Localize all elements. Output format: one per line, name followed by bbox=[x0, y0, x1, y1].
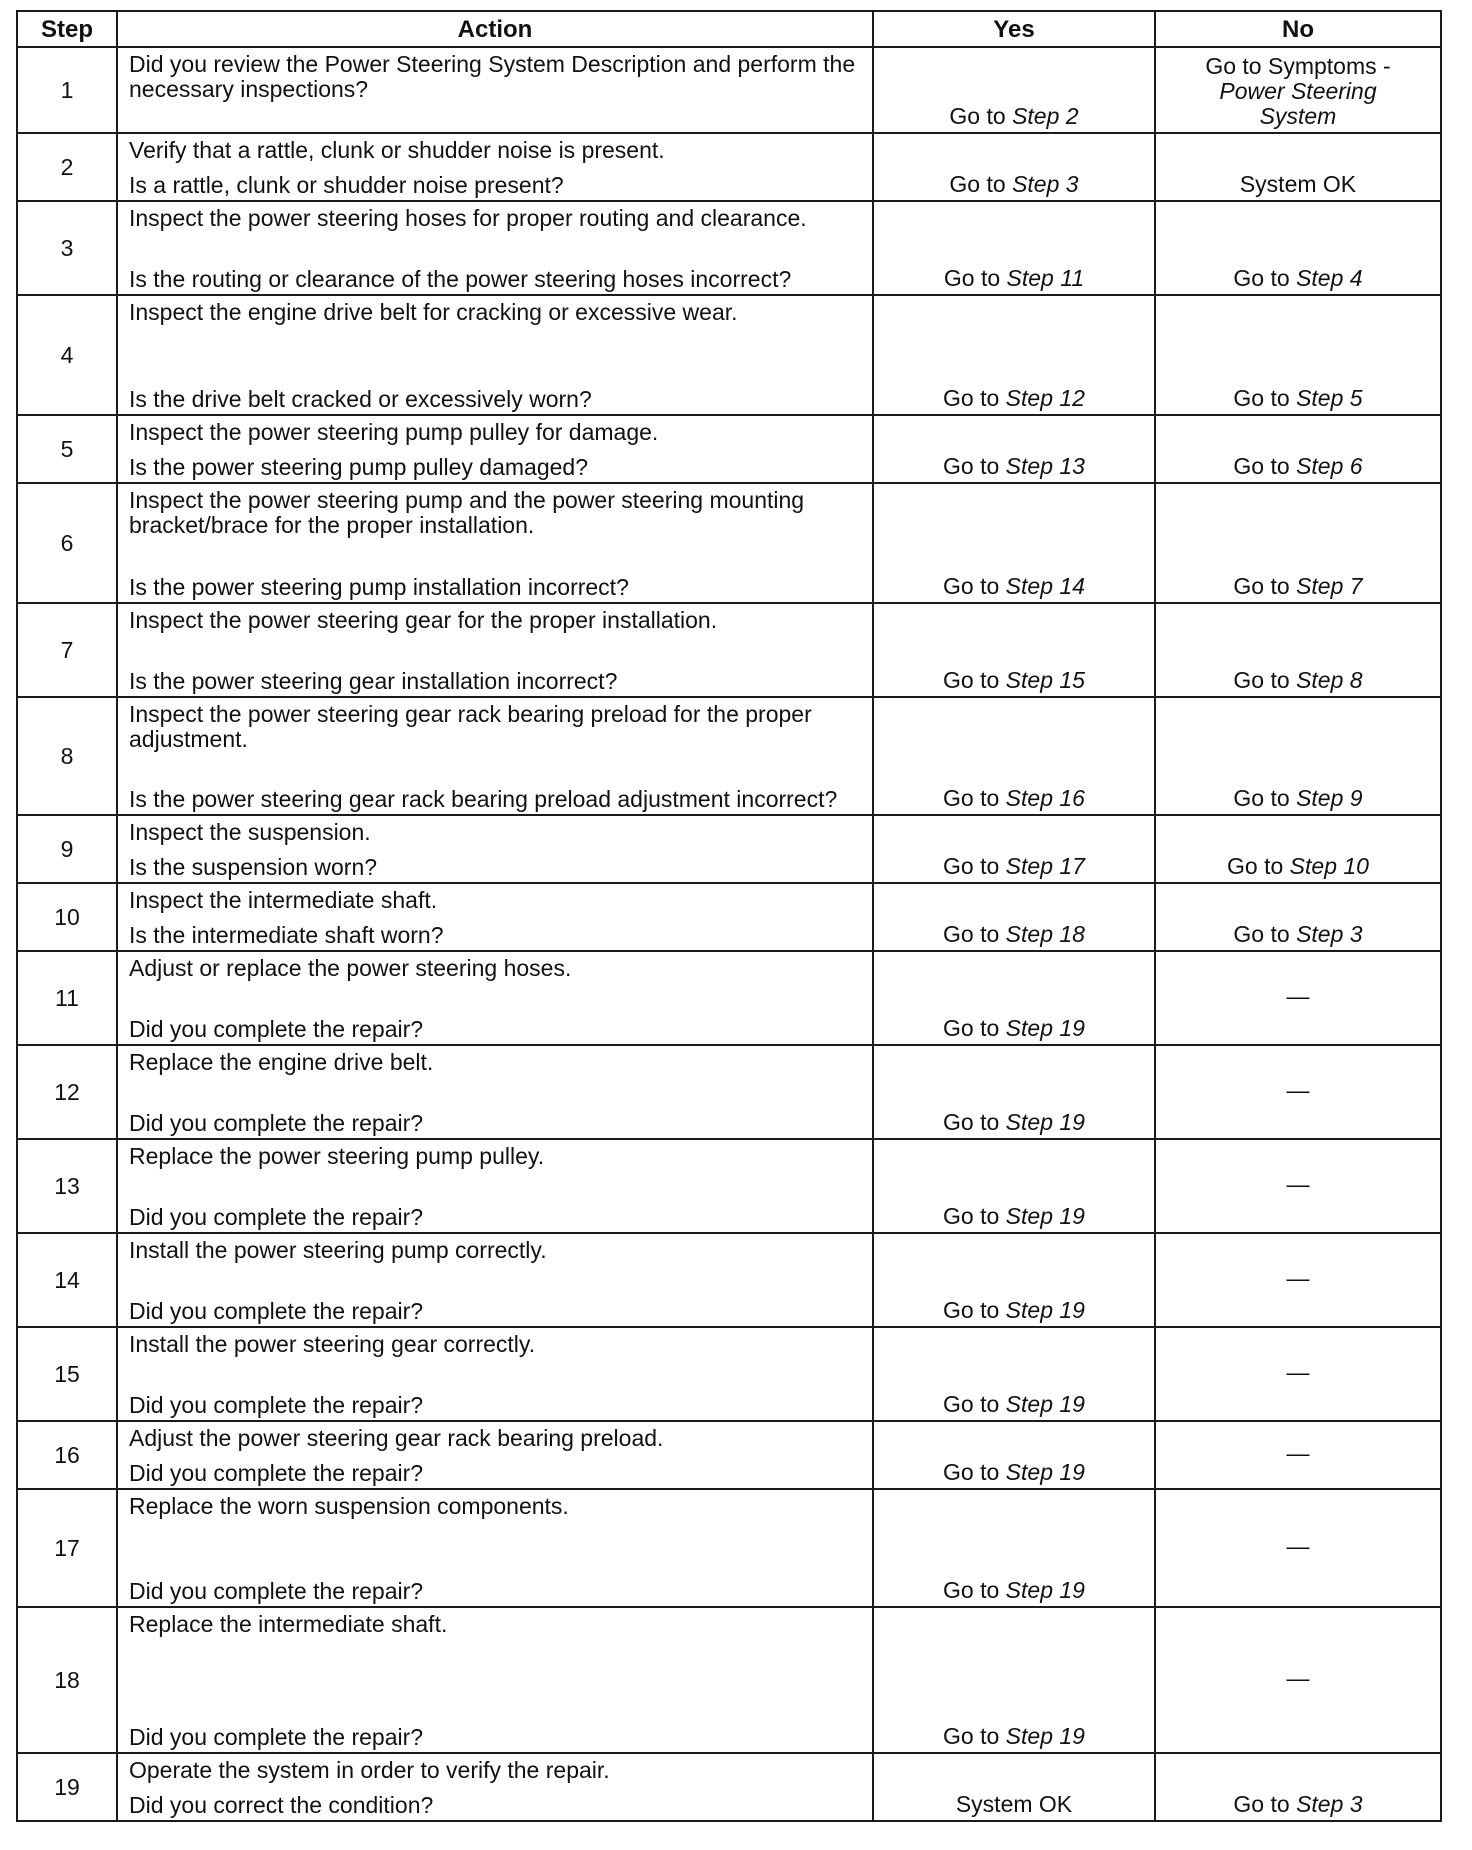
step-number: 2 bbox=[17, 133, 117, 201]
step-number: 9 bbox=[17, 815, 117, 883]
step-number: 5 bbox=[17, 415, 117, 483]
step-number: 3 bbox=[17, 201, 117, 295]
action-content bbox=[129, 956, 866, 1042]
action-question: Is the power steering gear rack bearing preload adjustment incorrect? bbox=[129, 786, 838, 812]
yes-prefix: Go to bbox=[943, 667, 1006, 693]
action-instruction: Operate the system in order to verify the repair. bbox=[129, 1757, 610, 1783]
no-result bbox=[1155, 483, 1441, 603]
action-question: Is the power steering gear installation incorrect? bbox=[129, 668, 618, 694]
yes-result bbox=[873, 697, 1155, 815]
action-question: Is a rattle, clunk or shudder noise present? bbox=[129, 172, 564, 198]
action-cell bbox=[117, 1233, 873, 1327]
action-content bbox=[129, 1144, 866, 1230]
yes-step-link[interactable]: Step 19 bbox=[1005, 1391, 1085, 1417]
action-question: Did you complete the repair? bbox=[129, 1204, 424, 1230]
action-instruction: Inspect the engine drive belt for cracking or excessive wear. bbox=[129, 299, 738, 325]
step-number: 17 bbox=[17, 1489, 117, 1607]
action-question: Is the drive belt cracked or excessively worn? bbox=[129, 386, 592, 412]
table-row bbox=[17, 415, 1441, 483]
no-result bbox=[1155, 1489, 1441, 1607]
table-row bbox=[17, 1421, 1441, 1489]
table-row bbox=[17, 201, 1441, 295]
yes-prefix: Go to bbox=[943, 921, 1006, 947]
action-content bbox=[129, 820, 866, 880]
action-cell bbox=[117, 483, 873, 603]
no-result bbox=[1155, 951, 1441, 1045]
yes-result bbox=[873, 1753, 1155, 1821]
no-result bbox=[1155, 47, 1441, 133]
no-step-link[interactable]: Step 4 bbox=[1296, 265, 1363, 291]
no-result bbox=[1155, 415, 1441, 483]
no-step-link[interactable]: Step 3 bbox=[1296, 1791, 1363, 1817]
action-question: Is the power steering pump pulley damaged? bbox=[129, 454, 589, 480]
yes-result bbox=[873, 1607, 1155, 1753]
step-number: 1 bbox=[17, 47, 117, 133]
yes-result bbox=[873, 295, 1155, 415]
yes-prefix: Go to bbox=[943, 853, 1006, 879]
action-content bbox=[129, 702, 866, 812]
no-result bbox=[1155, 295, 1441, 415]
action-instruction: Inspect the power steering hoses for proper routing and clearance. bbox=[129, 205, 807, 231]
yes-prefix: Go to bbox=[943, 785, 1006, 811]
no-step-link[interactable]: Step 8 bbox=[1296, 667, 1363, 693]
no-result bbox=[1155, 1233, 1441, 1327]
no-step-link[interactable]: Step 3 bbox=[1296, 921, 1363, 947]
table-row bbox=[17, 483, 1441, 603]
action-instruction: Verify that a rattle, clunk or shudder noise is present. bbox=[129, 137, 665, 163]
yes-result bbox=[873, 483, 1155, 603]
diagnostic-table bbox=[16, 10, 1442, 1822]
action-instruction: Adjust the power steering gear rack bearing preload. bbox=[129, 1425, 664, 1451]
action-instruction: Inspect the intermediate shaft. bbox=[129, 887, 438, 913]
no-dash: — bbox=[1286, 983, 1310, 1009]
table-row bbox=[17, 951, 1441, 1045]
table-row bbox=[17, 1327, 1441, 1421]
no-prefix: System OK bbox=[1239, 171, 1357, 197]
action-instruction: Inspect the power steering pump pulley for damage. bbox=[129, 419, 659, 445]
no-prefix: Go to bbox=[1233, 785, 1297, 811]
table-row bbox=[17, 815, 1441, 883]
action-content bbox=[129, 888, 866, 948]
yes-prefix: Go to bbox=[943, 1297, 1006, 1323]
table-body bbox=[17, 47, 1441, 1821]
action-cell bbox=[117, 1489, 873, 1607]
action-cell bbox=[117, 201, 873, 295]
no-result bbox=[1155, 1753, 1441, 1821]
no-result bbox=[1155, 883, 1441, 951]
yes-step-link[interactable]: Step 19 bbox=[1005, 1109, 1085, 1135]
action-cell bbox=[117, 1421, 873, 1489]
no-result bbox=[1155, 815, 1441, 883]
no-reference-line[interactable]: System bbox=[1259, 103, 1337, 129]
action-cell bbox=[117, 415, 873, 483]
action-question: Is the power steering pump installation incorrect? bbox=[129, 574, 629, 600]
table-row bbox=[17, 1139, 1441, 1233]
yes-step-link[interactable]: Step 19 bbox=[1005, 1723, 1085, 1749]
yes-result bbox=[873, 1045, 1155, 1139]
table-row bbox=[17, 1045, 1441, 1139]
yes-step-link[interactable]: Step 19 bbox=[1005, 1459, 1085, 1485]
action-instruction: Install the power steering gear correctly. bbox=[129, 1331, 536, 1357]
action-instruction: Did you review the Power Steering System Description and perform the necessary inspections? bbox=[129, 51, 856, 102]
no-prefix: Go to bbox=[1227, 853, 1290, 879]
action-content bbox=[129, 420, 866, 480]
yes-step-link[interactable]: Step 19 bbox=[1005, 1015, 1085, 1041]
no-step-link[interactable]: Step 5 bbox=[1296, 385, 1363, 411]
table-row bbox=[17, 1233, 1441, 1327]
no-step-link[interactable]: Step 6 bbox=[1296, 453, 1363, 479]
action-instruction: Replace the worn suspension components. bbox=[129, 1493, 569, 1519]
yes-step-link[interactable]: Step 19 bbox=[1005, 1577, 1085, 1603]
no-dash: — bbox=[1286, 1533, 1310, 1559]
step-number: 10 bbox=[17, 883, 117, 951]
yes-prefix: Go to bbox=[943, 573, 1006, 599]
yes-result bbox=[873, 951, 1155, 1045]
action-cell bbox=[117, 1327, 873, 1421]
step-number: 16 bbox=[17, 1421, 117, 1489]
yes-step-link[interactable]: Step 11 bbox=[1006, 265, 1085, 291]
table-row bbox=[17, 603, 1441, 697]
header-yes: Yes bbox=[873, 11, 1155, 47]
action-instruction: Install the power steering pump correctly. bbox=[129, 1237, 547, 1263]
action-cell bbox=[117, 815, 873, 883]
step-number: 12 bbox=[17, 1045, 117, 1139]
action-question: Is the intermediate shaft worn? bbox=[129, 922, 444, 948]
action-cell bbox=[117, 133, 873, 201]
yes-result bbox=[873, 1233, 1155, 1327]
action-instruction: Inspect the suspension. bbox=[129, 819, 371, 845]
table-row bbox=[17, 1489, 1441, 1607]
yes-step-link[interactable]: Step 13 bbox=[1005, 453, 1085, 479]
action-question: Is the suspension worn? bbox=[129, 854, 378, 880]
action-content bbox=[129, 1426, 866, 1486]
yes-step-link[interactable]: Step 12 bbox=[1005, 385, 1085, 411]
action-question: Did you complete the repair? bbox=[129, 1016, 424, 1042]
table-row bbox=[17, 295, 1441, 415]
step-number: 7 bbox=[17, 603, 117, 697]
yes-step-link[interactable]: Step 2 bbox=[1012, 103, 1079, 129]
step-number: 4 bbox=[17, 295, 117, 415]
no-prefix: Go to bbox=[1233, 385, 1297, 411]
no-reference-line: Go to Symptoms - bbox=[1205, 53, 1391, 79]
no-result bbox=[1155, 603, 1441, 697]
action-content bbox=[129, 488, 866, 600]
yes-prefix: Go to bbox=[943, 1391, 1006, 1417]
yes-result bbox=[873, 415, 1155, 483]
header-action: Action bbox=[117, 11, 873, 47]
yes-prefix: Go to bbox=[949, 171, 1013, 197]
no-result bbox=[1155, 1045, 1441, 1139]
action-cell bbox=[117, 47, 873, 133]
action-cell bbox=[117, 1607, 873, 1753]
action-content bbox=[129, 206, 866, 292]
action-content bbox=[129, 608, 866, 694]
action-cell bbox=[117, 697, 873, 815]
action-content bbox=[129, 1050, 866, 1136]
yes-result bbox=[873, 133, 1155, 201]
step-number: 14 bbox=[17, 1233, 117, 1327]
no-dash: — bbox=[1286, 1171, 1310, 1197]
yes-result bbox=[873, 883, 1155, 951]
yes-step-link[interactable]: Step 16 bbox=[1005, 785, 1085, 811]
yes-prefix: Go to bbox=[943, 1015, 1006, 1041]
action-content bbox=[129, 1758, 866, 1818]
action-content bbox=[129, 138, 866, 198]
table-row bbox=[17, 697, 1441, 815]
action-content bbox=[129, 52, 866, 130]
yes-result bbox=[873, 201, 1155, 295]
action-content bbox=[129, 1332, 866, 1418]
action-cell bbox=[117, 951, 873, 1045]
action-question: Did you complete the repair? bbox=[129, 1392, 424, 1418]
action-question: Did you complete the repair? bbox=[129, 1724, 424, 1750]
yes-result bbox=[873, 1489, 1155, 1607]
action-instruction: Replace the power steering pump pulley. bbox=[129, 1143, 545, 1169]
no-dash: — bbox=[1286, 1665, 1310, 1691]
yes-result bbox=[873, 1139, 1155, 1233]
no-dash: — bbox=[1286, 1440, 1310, 1466]
no-step-link[interactable]: Step 9 bbox=[1296, 785, 1363, 811]
table-header-row bbox=[17, 11, 1441, 47]
yes-result bbox=[873, 1421, 1155, 1489]
no-result bbox=[1155, 1421, 1441, 1489]
table-row bbox=[17, 133, 1441, 201]
action-content bbox=[129, 1238, 866, 1324]
yes-result bbox=[873, 815, 1155, 883]
action-instruction: Replace the engine drive belt. bbox=[129, 1049, 434, 1075]
header-no: No bbox=[1155, 11, 1441, 47]
yes-step-link[interactable]: Step 15 bbox=[1005, 667, 1085, 693]
action-cell bbox=[117, 1139, 873, 1233]
step-number: 8 bbox=[17, 697, 117, 815]
yes-prefix: Go to bbox=[943, 1203, 1006, 1229]
no-step-link[interactable]: Step 10 bbox=[1289, 853, 1369, 879]
diagnostic-table-container bbox=[16, 10, 1442, 1822]
action-question: Is the routing or clearance of the power steering hoses incorrect? bbox=[129, 266, 792, 292]
step-number: 15 bbox=[17, 1327, 117, 1421]
no-dash: — bbox=[1286, 1077, 1310, 1103]
no-prefix: Go to bbox=[1233, 921, 1297, 947]
no-result bbox=[1155, 201, 1441, 295]
no-dash: — bbox=[1286, 1265, 1310, 1291]
action-question: Did you complete the repair? bbox=[129, 1298, 424, 1324]
no-prefix: Go to bbox=[1233, 667, 1297, 693]
action-cell bbox=[117, 603, 873, 697]
action-instruction: Inspect the power steering pump and the power steering mounting bracket/brace for the proper installation. bbox=[129, 487, 805, 538]
yes-result bbox=[873, 603, 1155, 697]
table-row bbox=[17, 1607, 1441, 1753]
no-result bbox=[1155, 1327, 1441, 1421]
yes-step-link[interactable]: Step 3 bbox=[1012, 171, 1079, 197]
table-row bbox=[17, 883, 1441, 951]
step-number: 11 bbox=[17, 951, 117, 1045]
table-row bbox=[17, 47, 1441, 133]
yes-result bbox=[873, 1327, 1155, 1421]
no-prefix: Go to bbox=[1233, 453, 1297, 479]
action-instruction: Inspect the power steering gear for the proper installation. bbox=[129, 607, 718, 633]
no-result bbox=[1155, 1139, 1441, 1233]
action-cell bbox=[117, 883, 873, 951]
action-question: Did you complete the repair? bbox=[129, 1110, 424, 1136]
action-content bbox=[129, 300, 866, 412]
action-instruction: Replace the intermediate shaft. bbox=[129, 1611, 448, 1637]
yes-prefix: System OK bbox=[955, 1791, 1073, 1817]
step-number: 18 bbox=[17, 1607, 117, 1753]
no-prefix: Go to bbox=[1233, 573, 1297, 599]
action-instruction: Inspect the power steering gear rack bearing preload for the proper adjustment. bbox=[129, 701, 812, 752]
yes-prefix: Go to bbox=[949, 103, 1013, 129]
no-reference-line[interactable]: Power Steering bbox=[1219, 78, 1377, 104]
yes-prefix: Go to bbox=[943, 1459, 1006, 1485]
no-result bbox=[1155, 1607, 1441, 1753]
no-dash: — bbox=[1286, 1359, 1310, 1385]
yes-step-link[interactable]: Step 14 bbox=[1005, 573, 1085, 599]
yes-step-link[interactable]: Step 17 bbox=[1005, 853, 1085, 879]
header-step: Step bbox=[17, 11, 117, 47]
no-result bbox=[1155, 133, 1441, 201]
no-step-link[interactable]: Step 7 bbox=[1296, 573, 1363, 599]
yes-prefix: Go to bbox=[943, 1109, 1006, 1135]
yes-prefix: Go to bbox=[943, 265, 1007, 291]
yes-step-link[interactable]: Step 18 bbox=[1005, 921, 1085, 947]
no-prefix: Go to bbox=[1233, 1791, 1297, 1817]
action-content bbox=[129, 1612, 866, 1750]
action-question: Did you complete the repair? bbox=[129, 1460, 424, 1486]
yes-prefix: Go to bbox=[943, 453, 1006, 479]
action-question: Did you complete the repair? bbox=[129, 1578, 424, 1604]
step-number: 19 bbox=[17, 1753, 117, 1821]
action-cell bbox=[117, 295, 873, 415]
no-result bbox=[1155, 697, 1441, 815]
action-cell bbox=[117, 1045, 873, 1139]
yes-step-link[interactable]: Step 19 bbox=[1005, 1203, 1085, 1229]
yes-prefix: Go to bbox=[943, 1577, 1006, 1603]
no-prefix: Go to bbox=[1233, 265, 1297, 291]
step-number: 6 bbox=[17, 483, 117, 603]
yes-prefix: Go to bbox=[943, 385, 1006, 411]
action-question: Did you correct the condition? bbox=[129, 1792, 434, 1818]
action-content bbox=[129, 1494, 866, 1604]
yes-result bbox=[873, 47, 1155, 133]
step-number: 13 bbox=[17, 1139, 117, 1233]
action-instruction: Adjust or replace the power steering hoses. bbox=[129, 955, 572, 981]
yes-prefix: Go to bbox=[943, 1723, 1006, 1749]
yes-step-link[interactable]: Step 19 bbox=[1005, 1297, 1085, 1323]
table-row bbox=[17, 1753, 1441, 1821]
action-cell bbox=[117, 1753, 873, 1821]
